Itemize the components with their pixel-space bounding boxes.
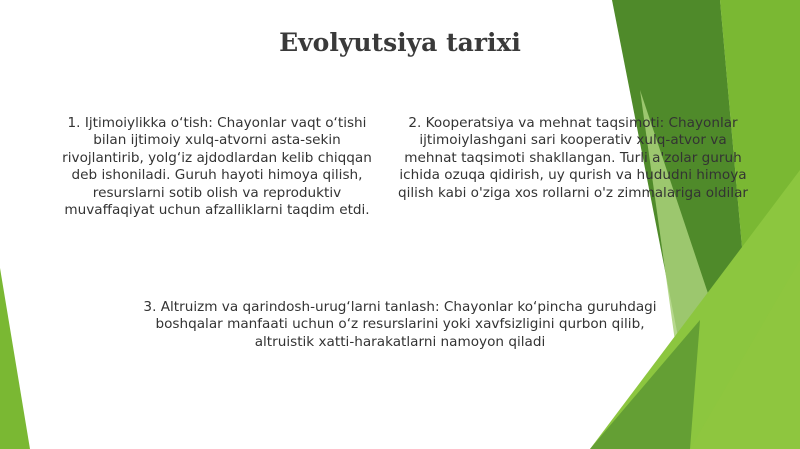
slide-title: Evolyutsiya tarixi: [279, 28, 521, 57]
point-3-text: 3. Altruizm va qarindosh-urug‘larni tanlash: Chayonlar ko‘pincha guruhdagi boshqalar manfaati uchun o‘z resurslarini yoki xavfsizligini qurbon qilib, altruistik xatti-harakatlarni namoyon qiladi: [143, 299, 657, 350]
point-2-text: 2. Kooperatsiya va mehnat taqsimoti: Chayonlar ijtimoiylashgani sari kooperativ xulq-atvor va mehnat taqsimoti shakllangan. Turli a'zolar guruh ichida ozuqa qidirish, uy qurish va hududni himoya qilish kabi o'ziga xos rollarni o'z zimmalariga oldilar: [398, 115, 748, 201]
point-1-text: 1. Ijtimoiylikka o‘tish: Chayonlar vaqt o‘tishi bilan ijtimoiy xulq-atvorni asta-sekin rivojlantirib, yolg‘iz ajdodlardan kelib chiqqan deb ishoniladi. Guruh hayoti himoya qilish, resurslarni sotib olish va reproduktiv muvaffaqiyat uchun afzalliklarni taqdim etdi.: [62, 115, 372, 219]
left-accent-shape: [0, 268, 30, 449]
